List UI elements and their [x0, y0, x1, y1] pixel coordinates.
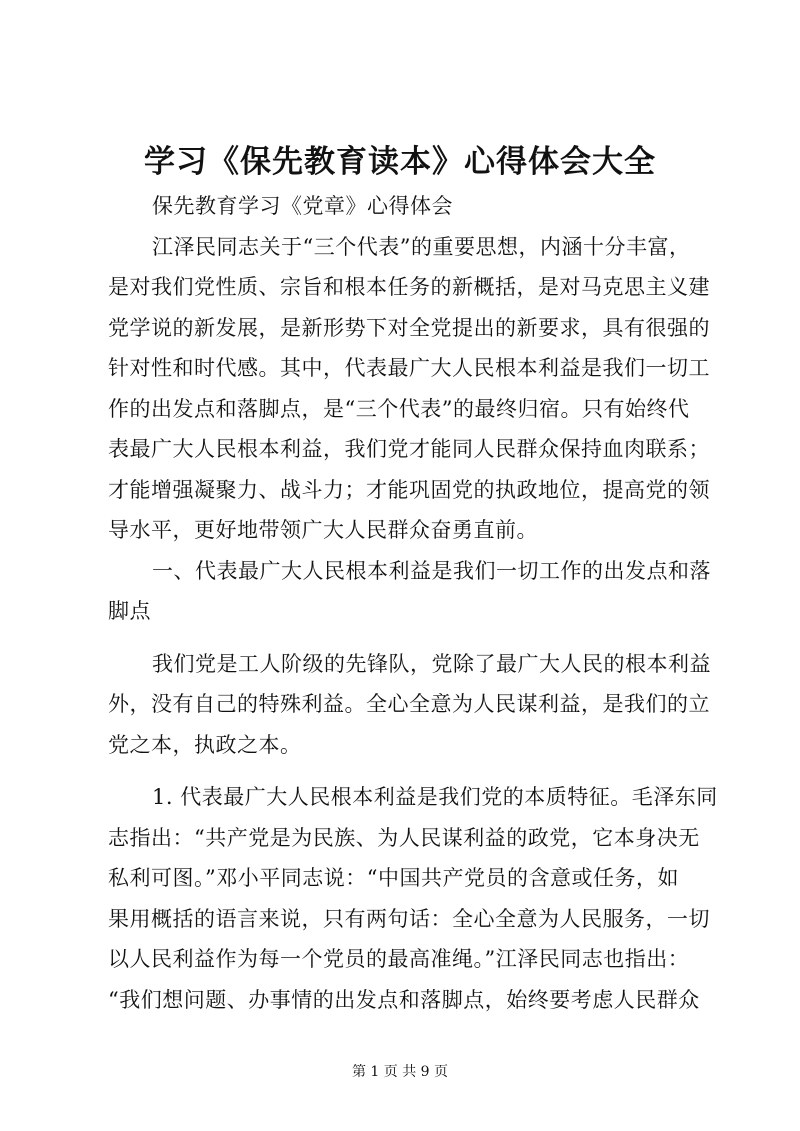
- paragraph-line: 才能增强凝聚力、战斗力；才能巩固党的执政地位，提高党的领: [108, 477, 710, 502]
- paragraph-line: 我们党是工人阶级的先锋队，党除了最广大人民的根本利益: [152, 651, 711, 676]
- paragraph-line: 外，没有自己的特殊利益。全心全意为人民谋利益，是我们的立: [108, 692, 710, 716]
- paragraph-line: 私利可图。”邓小平同志说：“中国共产党员的含意或任务，如: [108, 866, 679, 890]
- section-heading-line: 脚点: [108, 599, 151, 623]
- section-heading-line: 一、代表最广大人民根本利益是我们一切工作的出发点和落: [152, 558, 711, 583]
- paragraph-line: 江泽民同志关于“三个代表”的重要思想，内涵十分丰富，: [152, 234, 691, 259]
- paragraph-line: 作的出发点和落脚点，是“三个代表”的最终归宿。只有始终代: [108, 396, 690, 421]
- document-body: [108, 186, 718, 1020]
- paragraph-line: 志指出：“共产党是为民族、为人民谋利益的政党，它本身决无: [108, 825, 700, 850]
- paragraph-line: 党之本，执政之本。: [108, 732, 302, 757]
- subtitle-line: 保先教育学习《党章》心得体会: [152, 194, 453, 218]
- paragraph-line: 以人民利益作为每一个党员的最高准绳。”江泽民同志也指出：: [108, 947, 690, 971]
- document-title: 学习《保先教育读本》心得体会大全: [144, 144, 656, 180]
- paragraph-line: 1. 代表最广大人民根本利益是我们党的本质特征。毛泽东同: [152, 785, 718, 809]
- page-number-footer: 第 1 页 共 9 页: [351, 1064, 449, 1080]
- paragraph-line: 针对性和时代感。其中，代表最广大人民根本利益是我们一切工: [108, 356, 710, 380]
- paragraph-line: 表最广大人民根本利益，我们党才能同人民群众保持血肉联系；: [108, 437, 710, 461]
- paragraph-line: 导水平，更好地带领广大人民群众奋勇直前。: [108, 518, 538, 542]
- paragraph-line: 是对我们党性质、宗旨和根本任务的新概括，是对马克思主义建: [108, 275, 710, 299]
- paragraph-line: “我们想问题、办事情的出发点和落脚点，始终要考虑人民群众: [108, 987, 700, 1012]
- paragraph-line: 党学说的新发展，是新形势下对全党提出的新要求，具有很强的: [108, 315, 710, 340]
- paragraph-line: 果用概括的语言来说，只有两句话：全心全意为人民服务，一切: [108, 906, 710, 931]
